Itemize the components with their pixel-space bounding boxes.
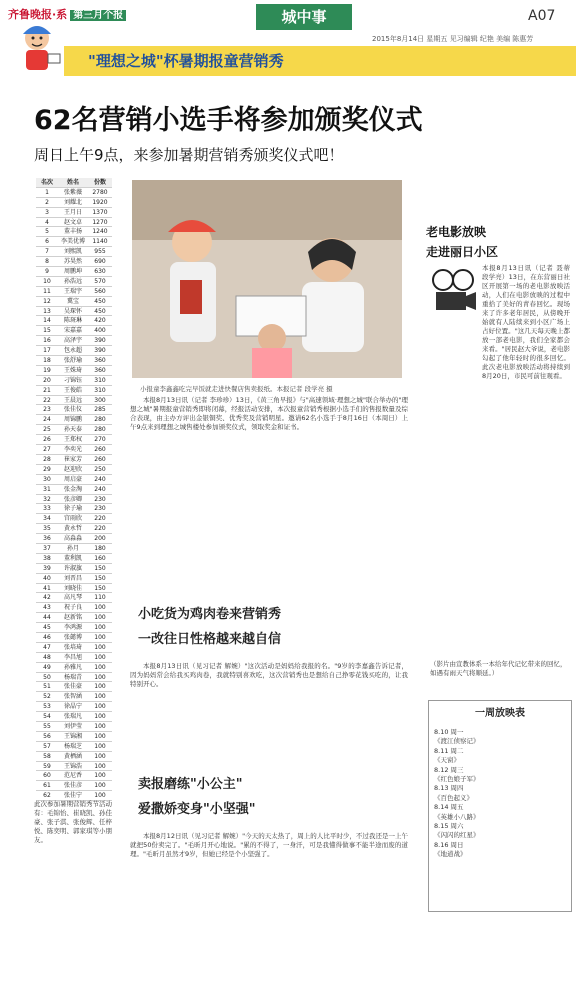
name-cell: 杨瑞青 (63, 673, 82, 681)
copies-cell: 390 (94, 337, 106, 345)
copies-cell: 310 (94, 386, 106, 394)
table-row (36, 396, 112, 406)
schedule-title: 一周放映表 (475, 708, 525, 719)
name-cell: 王锦浩 (63, 762, 82, 770)
table-row (36, 316, 112, 326)
rank-cell: 42 (43, 594, 51, 602)
name-cell: 吴琛怀 (63, 307, 82, 315)
table-row (36, 514, 112, 524)
table-row (36, 415, 112, 425)
logo-tag: 第三月个报 (70, 10, 126, 21)
table-row (36, 346, 112, 356)
copies-cell: 100 (94, 673, 106, 681)
copies-cell: 100 (94, 762, 106, 770)
copies-cell: 360 (94, 357, 106, 365)
table-row (36, 673, 112, 683)
copies-cell: 270 (94, 436, 106, 444)
table-row (36, 554, 112, 564)
copies-cell: 690 (94, 258, 106, 266)
copies-cell: 100 (94, 742, 106, 750)
article-3-headline-line2: 爱撒娇变身"小坚强" (138, 802, 256, 817)
copies-cell: 285 (94, 406, 106, 414)
name-cell: 张佳仪 (63, 406, 82, 414)
rank-table-header (36, 178, 112, 188)
name-cell: 王瑞宇 (63, 287, 82, 295)
table-row (36, 366, 112, 376)
rank-cell: 11 (43, 287, 51, 295)
copies-cell: 100 (94, 732, 106, 740)
copies-cell: 1370 (92, 208, 108, 216)
name-cell: 赵迎欣 (63, 465, 82, 473)
copies-cell: 220 (94, 525, 106, 533)
name-cell: 张佳宁 (63, 792, 82, 800)
name-cell: 李鸿源 (63, 624, 82, 632)
copies-cell: 100 (94, 624, 106, 632)
rank-cell: 52 (43, 693, 51, 701)
name-cell: 周鹏坤 (63, 268, 82, 276)
name-cell: 董利凯 (63, 554, 82, 562)
copies-cell: 100 (94, 782, 106, 790)
article-body-2: 本报8月13日讯（见习记者 解婉）"这次活动是妈妈给我报的名。"9岁的李嘉鑫告诉记者，因为妈妈常会给我买鸡肉卷，我就特别喜欢吃，这次营销秀也是想给自己挣零花钱买吃的，让我特别开心。 (130, 662, 408, 688)
name-cell: 许淑旗 (63, 564, 82, 572)
schedule-item: 8.16 周日 (434, 840, 464, 849)
copies-cell: 390 (94, 347, 106, 355)
table-row (36, 485, 112, 495)
copies-cell: 150 (94, 584, 106, 592)
copies-cell: 400 (94, 327, 106, 335)
table-row (36, 663, 112, 673)
name-cell: 李昌旭 (63, 653, 82, 661)
sidebar-headline (426, 222, 498, 262)
logo-text: 齐鲁晚报·系 (8, 8, 68, 21)
table-row (36, 445, 112, 455)
rank-cell: 1 (45, 188, 49, 196)
name-cell: 杨瑞芝 (63, 742, 82, 750)
table-row (36, 633, 112, 643)
table-row (36, 465, 112, 475)
table-row (36, 356, 112, 366)
name-cell: 李美优博 (60, 238, 85, 246)
name-cell: 孙浩远 (63, 277, 82, 285)
rank-cell: 45 (43, 624, 51, 632)
copies-cell: 100 (94, 663, 106, 671)
table-row (36, 425, 112, 435)
rank-cell: 13 (43, 307, 51, 315)
schedule-item: 《百色起义》 (434, 793, 473, 802)
name-cell: 崔家芳 (63, 455, 82, 463)
rank-cell: 4 (45, 218, 49, 226)
table-row (36, 227, 112, 237)
name-cell: 苏昊然 (63, 258, 82, 266)
name-cell: 徐子瑜 (63, 505, 82, 513)
name-cell: 黄永哲 (63, 525, 82, 533)
copies-cell: 100 (94, 772, 106, 780)
copies-cell: 260 (94, 455, 106, 463)
table-row (36, 247, 112, 257)
table-row (36, 336, 112, 346)
table-row (36, 188, 112, 198)
name-cell: 张瑞凡 (63, 713, 82, 721)
rank-cell: 7 (45, 248, 49, 256)
rank-cell: 33 (43, 505, 51, 513)
sidebar-body: 本报8月13日讯（记者 聂蒂 段学亮）13日，在东营丽日社区开展第一场的老电影放映活动，人们在电影放映的过程中重拾了美好的青春回忆。现场来了许多老年居民，从傍晚开始就有人陆续来到小区广场上占好位置。"这几天每天晚上都放一部老电影，我们全家都会来看。"居民赵大爷说，老电影勾起了他年轻时的很多回忆。此次老电影放映活动将持续到8月20日，市民可前往观看。 (482, 264, 570, 380)
table-row (36, 386, 112, 396)
table-row (36, 732, 112, 742)
rank-cell: 54 (43, 713, 51, 721)
rank-cell: 60 (43, 772, 51, 780)
copies-cell: 160 (94, 554, 106, 562)
rank-cell: 8 (45, 258, 49, 266)
name-cell: 刁锦钰 (63, 376, 82, 384)
subheadline: 周日上午9点，来参加暑期营销秀颁奖仪式吧！ (34, 146, 344, 164)
copies-cell: 240 (94, 485, 106, 493)
name-cell: 孙月 (66, 544, 79, 552)
rank-caption: 此次参加暑期营销秀节活动有：毛锦怡、崔晓凯、孙佳豪、张子淇、张俊辉、任梓悦、陈奕明、郭家琪等小朋友。 (34, 800, 112, 844)
photo-caption: 小报童李鑫鑫吃完早饭就走进快餐店售卖报纸。本报记者 段学亮 摄 (140, 385, 333, 393)
table-row (36, 524, 112, 534)
table-row (36, 742, 112, 752)
table-row (36, 287, 112, 297)
name-cell: 刘耀北 (63, 198, 82, 206)
rank-cell: 41 (43, 584, 51, 592)
rank-cell: 49 (43, 663, 51, 671)
copies-cell: 450 (94, 297, 106, 305)
name-cell: 王郑权 (63, 436, 82, 444)
table-row (36, 692, 112, 702)
rank-cell: 44 (43, 614, 51, 622)
article-2-headline (138, 602, 281, 652)
rank-cell: 6 (45, 238, 49, 246)
name-cell: 高淼淼 (63, 535, 82, 543)
copies-cell: 100 (94, 722, 106, 730)
name-cell: 王锦湘 (63, 732, 82, 740)
copies-cell: 100 (94, 614, 106, 622)
rank-cell: 9 (45, 268, 49, 276)
name-cell: 李奕光 (63, 446, 82, 454)
page-number: A07 (528, 8, 556, 24)
name-header: 姓名 (66, 179, 79, 186)
rank-cell: 24 (43, 416, 51, 424)
section-title: 城中事 (256, 4, 352, 30)
copies-cell: 100 (94, 643, 106, 651)
schedule-item: 《闪闪的红星》 (434, 831, 480, 840)
name-cell: 范尼香 (63, 772, 82, 780)
schedule-item: 《红色娘子军》 (434, 775, 480, 784)
table-row (36, 752, 112, 762)
table-row (36, 712, 112, 722)
copies-cell: 220 (94, 515, 106, 523)
schedule-item: 8.14 周五 (434, 803, 464, 812)
name-cell: 宫雨欣 (63, 515, 82, 523)
rank-cell: 25 (43, 426, 51, 434)
rank-cell: 19 (43, 366, 51, 374)
schedule-item: 《渡江侦察记》 (434, 737, 480, 746)
table-row (36, 267, 112, 277)
name-cell: 高凡琴 (63, 594, 82, 602)
rank-cell: 26 (43, 436, 51, 444)
dateline: 2015年8月14日 星期五 见习编辑 纪艳 美编 陈惠芳 (372, 35, 534, 43)
table-row (36, 544, 112, 554)
rank-cell: 47 (43, 643, 51, 651)
name-cell: 刘伊莹 (63, 722, 82, 730)
copies-cell: 150 (94, 574, 106, 582)
rank-cell: 56 (43, 732, 51, 740)
schedule-item: 8.11 周二 (434, 746, 464, 755)
rank-cell: 17 (43, 347, 51, 355)
table-row (36, 376, 112, 386)
name-cell: 王晨远 (63, 396, 82, 404)
copies-cell: 100 (94, 653, 106, 661)
table-row (36, 277, 112, 287)
rank-cell: 29 (43, 465, 51, 473)
rank-cell: 31 (43, 485, 51, 493)
schedule-list (434, 728, 568, 860)
rank-header: 名次 (40, 179, 53, 186)
copies-cell: 100 (94, 633, 106, 641)
rank-cell: 51 (43, 683, 51, 691)
copies-cell: 180 (94, 544, 106, 552)
copies-cell: 100 (94, 792, 106, 800)
rank-cell: 32 (43, 495, 51, 503)
copies-cell: 1240 (92, 228, 108, 236)
copies-cell: 100 (94, 683, 106, 691)
rank-cell: 46 (43, 633, 51, 641)
copies-cell: 955 (94, 248, 106, 256)
name-cell: 张智涵 (63, 693, 82, 701)
copies-cell: 230 (94, 505, 106, 513)
copies-cell: 100 (94, 713, 106, 721)
rank-cell: 34 (43, 515, 51, 523)
rank-cell: 27 (43, 446, 51, 454)
name-cell: 周启豪 (63, 475, 82, 483)
rank-cell: 28 (43, 455, 51, 463)
rank-cell: 20 (43, 376, 51, 384)
rank-cell: 22 (43, 396, 51, 404)
table-row (36, 623, 112, 633)
rank-cell: 55 (43, 722, 51, 730)
copies-cell: 280 (94, 426, 106, 434)
table-row (36, 218, 112, 228)
copies-cell: 250 (94, 465, 106, 473)
news-photo (132, 180, 402, 378)
name-cell: 董丰扬 (63, 228, 82, 236)
copies-cell: 100 (94, 604, 106, 612)
name-cell: 张培琦 (63, 643, 82, 651)
name-cell: 刘熙凯 (63, 248, 82, 256)
copies-cell: 100 (94, 693, 106, 701)
rank-cell: 16 (43, 337, 51, 345)
rank-cell: 14 (43, 317, 51, 325)
name-cell: 王俊皓 (63, 386, 82, 394)
sidebar-footnote: （影片由宣教体系一本给年代记忆带来的回忆，如遇有雨天气将顺延。） (430, 660, 567, 677)
table-row (36, 613, 112, 623)
name-cell: 张懿博 (63, 633, 82, 641)
schedule-item: 8.13 周四 (434, 784, 464, 793)
schedule-item: 8.10 周一 (434, 728, 464, 736)
rank-cell: 12 (43, 297, 51, 305)
copies-cell: 630 (94, 268, 106, 276)
table-row (36, 208, 112, 218)
name-cell: 黄栖涵 (63, 752, 82, 760)
rank-cell: 21 (43, 386, 51, 394)
table-row (36, 504, 112, 514)
table-row (36, 722, 112, 732)
copies-cell: 420 (94, 317, 106, 325)
copies-cell: 560 (94, 287, 106, 295)
name-cell: 张彦卿 (63, 495, 82, 503)
name-cell: 周锦鹏 (63, 416, 82, 424)
name-cell: 张舒瑜 (63, 357, 82, 365)
name-cell: 王姝琦 (63, 366, 82, 374)
copies-cell: 310 (94, 376, 106, 384)
rank-cell: 35 (43, 525, 51, 533)
name-cell: 陈斑琳 (63, 317, 82, 325)
schedule-item: 《天窗》 (434, 756, 460, 765)
name-cell: 包永超 (63, 347, 82, 355)
rank-cell: 50 (43, 673, 51, 681)
rank-cell: 40 (43, 574, 51, 582)
table-row (36, 257, 112, 267)
name-cell: 祝子良 (63, 604, 82, 612)
rank-cell: 53 (43, 703, 51, 711)
copies-cell: 450 (94, 307, 106, 315)
name-cell: 高泽宇 (63, 337, 82, 345)
rank-cell: 3 (45, 208, 49, 216)
schedule-item: 《英雄小八路》 (434, 812, 480, 821)
copies-header: 份数 (93, 179, 106, 186)
table-row (36, 495, 112, 505)
mascot-icon (8, 18, 66, 76)
rank-cell: 36 (43, 535, 51, 543)
table-row (36, 702, 112, 712)
copies-cell: 200 (94, 535, 106, 543)
table-row (36, 326, 112, 336)
schedule-item: 8.12 周三 (434, 765, 464, 774)
copies-cell: 280 (94, 416, 106, 424)
table-row (36, 405, 112, 415)
copies-cell: 260 (94, 446, 106, 454)
table-row (36, 198, 112, 208)
article-3-headline-line1: 卖报磨练"小公主" (138, 777, 243, 792)
name-cell: 赵新铭 (63, 614, 82, 622)
table-row (36, 307, 112, 317)
table-row (36, 771, 112, 781)
name-cell: 张佳彦 (63, 782, 82, 790)
table-row (36, 682, 112, 692)
name-cell: 孙天泰 (63, 426, 82, 434)
rank-table (36, 178, 112, 801)
table-row (36, 237, 112, 247)
banner-title: "理想之城"杯暑期报童营销秀 (88, 52, 284, 70)
rank-table-body (36, 188, 112, 801)
name-cell: 孙雅凡 (63, 663, 82, 671)
article-3-headline (138, 772, 256, 822)
table-row (36, 643, 112, 653)
name-cell: 张紫薇 (63, 188, 82, 196)
rank-cell: 43 (43, 604, 51, 612)
copies-cell: 230 (94, 495, 106, 503)
article-2-headline-line1: 小吃货为鸡肉卷来营销秀 (138, 607, 282, 622)
rank-cell: 57 (43, 742, 51, 750)
rank-cell: 59 (43, 762, 51, 770)
copies-cell: 100 (94, 752, 106, 760)
table-row (36, 564, 112, 574)
table-row (36, 584, 112, 594)
rank-cell: 39 (43, 564, 51, 572)
name-cell: 张佳豪 (63, 683, 82, 691)
table-row (36, 574, 112, 584)
rank-cell: 48 (43, 653, 51, 661)
copies-cell: 2780 (92, 188, 108, 196)
rank-cell: 62 (43, 792, 51, 800)
schedule-item: 《地道战》 (434, 850, 467, 859)
table-row (36, 762, 112, 772)
copies-cell: 100 (94, 703, 106, 711)
name-cell: 赵文卓 (63, 218, 82, 226)
table-row (36, 435, 112, 445)
name-cell: 刘晋昌 (63, 574, 82, 582)
schedule-item: 8.15 周六 (434, 822, 464, 831)
name-cell: 王月日 (63, 208, 82, 216)
table-row (36, 475, 112, 485)
sidebar-headline-line2: 走进丽日小区 (426, 245, 499, 259)
copies-cell: 240 (94, 475, 106, 483)
copies-cell: 570 (94, 277, 106, 285)
rank-cell: 30 (43, 475, 51, 483)
table-row (36, 653, 112, 663)
article-body-1: 本报8月13日讯（记者 李珍珍）13日，《黄三角早报》与"高速领域·理想之城"联合举办的"理想之城"暑期报童营销秀即将闭幕，经报活动安排，本次报童营销秀根据小选手们的售报数量及综合表现，由主办方评出金银铜奖、优秀奖及营销明星。邀请62名小选手于8月16日（本周日）上午9点来到理想之城售楼处参加颁奖仪式，领取奖金和证书。 (130, 396, 408, 431)
rank-cell: 10 (43, 277, 51, 285)
rank-cell: 37 (43, 544, 51, 552)
table-row (36, 603, 112, 613)
name-cell: 冀宝 (66, 297, 79, 305)
name-cell: 刘晓佳 (63, 584, 82, 592)
rank-cell: 23 (43, 406, 51, 414)
rank-cell: 18 (43, 357, 51, 365)
headline: 62名营销小选手将参加颁奖仪式 (34, 105, 423, 136)
table-row (36, 455, 112, 465)
name-cell: 徐晶宁 (63, 703, 82, 711)
rank-cell: 61 (43, 782, 51, 790)
rank-cell: 15 (43, 327, 51, 335)
copies-cell: 1920 (92, 198, 108, 206)
article-body-3: 本报8月12日讯（见习记者 解婉）"今天的天太热了，周上的人比平时少，不过我还是一上午就把50份卖完了。"毛昕月开心地说。"累的不得了，一身汗，可是我懂得做事不能半途而废的道理。"毛昕月虽然才9岁，但她已经是个小坚强了。 (130, 832, 408, 858)
rank-cell: 38 (43, 554, 51, 562)
copies-cell: 360 (94, 366, 106, 374)
rank-cell: 58 (43, 752, 51, 760)
table-row (36, 781, 112, 791)
table-row (36, 593, 112, 603)
copies-cell: 110 (94, 594, 106, 602)
table-row (36, 297, 112, 307)
copies-cell: 1270 (92, 218, 108, 226)
sidebar-headline-line1: 老电影放映 (426, 225, 487, 239)
copies-cell: 300 (94, 396, 106, 404)
article-2-headline-line2: 一改往日性格越来越自信 (138, 632, 282, 647)
name-cell: 张金淘 (63, 485, 82, 493)
rank-cell: 5 (45, 228, 49, 236)
rank-cell: 2 (45, 198, 49, 206)
name-cell: 宋嘉嘉 (63, 327, 82, 335)
copies-cell: 1140 (92, 238, 108, 246)
table-row (36, 534, 112, 544)
copies-cell: 150 (94, 564, 106, 572)
